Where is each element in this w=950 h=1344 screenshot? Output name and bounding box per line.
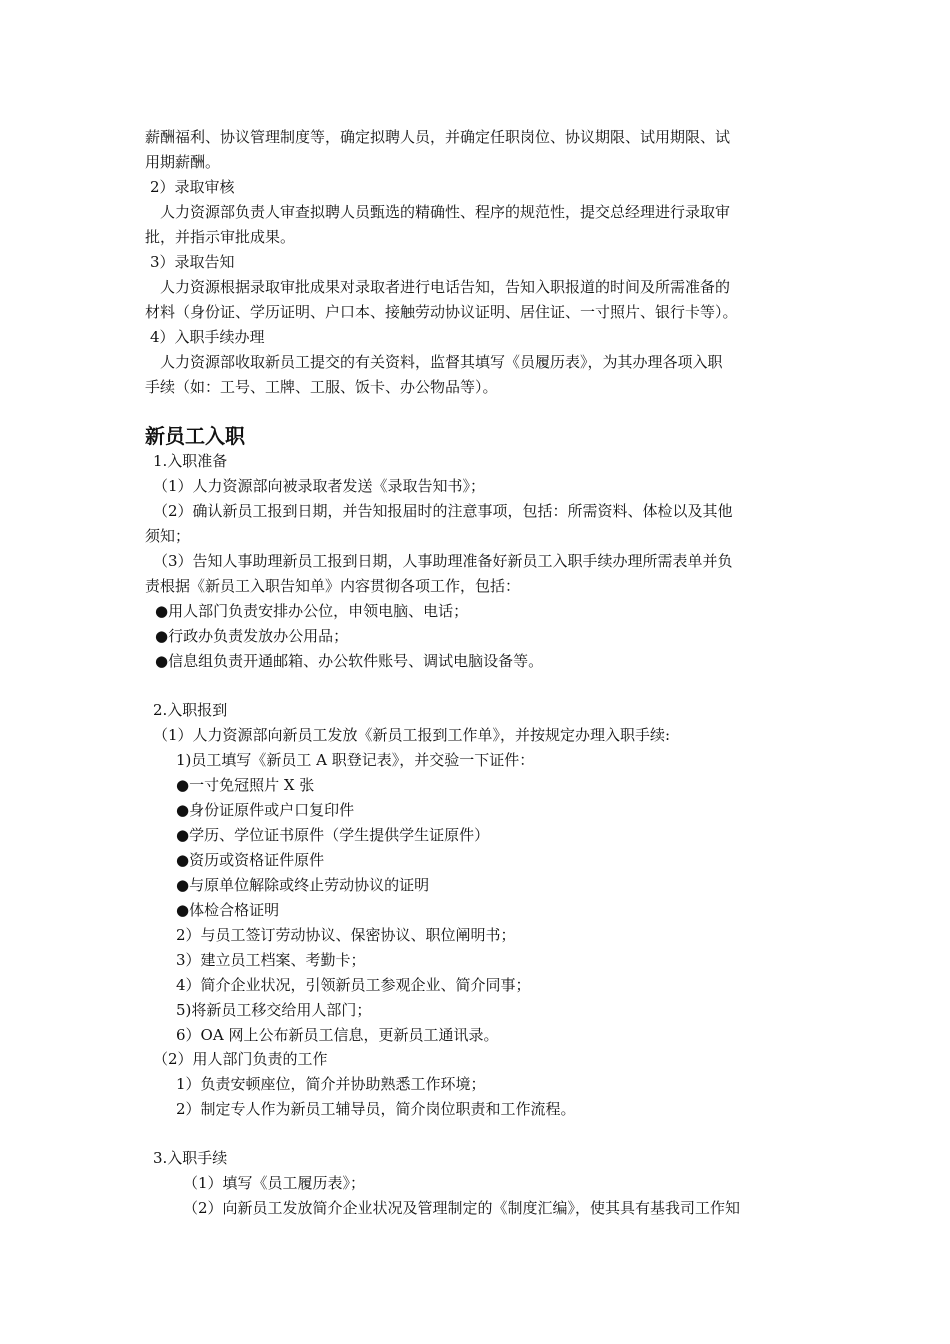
subheading: 3）录取告知 bbox=[150, 253, 235, 271]
text-line: 2）制定专人作为新员工辅导员，简介岗位职责和工作流程。 bbox=[176, 1100, 576, 1118]
text-line: 手续（如：工号、工牌、工服、饭卡、办公物品等）。 bbox=[145, 378, 498, 396]
list-item: ●体检合格证明 bbox=[176, 901, 280, 919]
text-line: （2）确认新员工报到日期，并告知报届时的注意事项，包括：所需资料、体检以及其他 bbox=[153, 502, 733, 520]
list-item: ●一寸免冠照片 X 张 bbox=[176, 776, 315, 794]
section-heading: 新员工入职 bbox=[145, 424, 245, 448]
text-line: 用期薪酬。 bbox=[145, 153, 221, 171]
text-line: 6）OA 网上公布新员工信息，更新员工通讯录。 bbox=[176, 1026, 499, 1044]
subheading: 1.入职准备 bbox=[153, 452, 228, 470]
text-line: 1）负责安顿座位，简介并协助熟悉工作环境； bbox=[176, 1075, 486, 1093]
list-item: ●身份证原件或户口复印件 bbox=[176, 801, 355, 819]
subheading: 2）录取审核 bbox=[150, 178, 235, 196]
text-line: 4）简介企业状况，引领新员工参观企业、简介同事； bbox=[176, 976, 531, 994]
text-line: 5)将新员工移交给用人部门； bbox=[176, 1001, 372, 1019]
text-line: （1）人力资源部向新员工发放《新员工报到工作单》，并按规定办理入职手续: bbox=[153, 726, 671, 744]
text-line: （2）向新员工发放简介企业状况及管理制定的《制度汇编》，使其具有基我司工作知 bbox=[183, 1199, 741, 1217]
subheading: 4）入职手续办理 bbox=[150, 328, 265, 346]
text-line: 批，并指示审批成果。 bbox=[145, 228, 296, 246]
text-line: 人力资源部收取新员工提交的有关资料，监督其填写《员履历表》，为其办理各项入职 bbox=[160, 353, 723, 371]
subheading: 3.入职手续 bbox=[153, 1149, 228, 1167]
text-line: （1）填写《员工履历表》； bbox=[183, 1174, 366, 1192]
text-line: 须知； bbox=[145, 527, 191, 545]
subheading: 2.入职报到 bbox=[153, 701, 228, 719]
text-line: 3）建立员工档案、考勤卡； bbox=[176, 951, 366, 969]
text-line: 人力资源部负责人审查拟聘人员甄选的精确性、程序的规范性，提交总经理进行录取审 bbox=[160, 203, 731, 221]
list-item: ●行政办负责发放办公用品； bbox=[155, 627, 349, 645]
text-line: （1）人力资源部向被录取者发送《录取告知书》； bbox=[153, 477, 486, 495]
list-item: ●信息组负责开通邮箱、办公软件账号、调试电脑设备等。 bbox=[155, 652, 544, 670]
text-line: 2）与员工签订劳动协议、保密协议、职位阐明书； bbox=[176, 926, 516, 944]
text-line: （2）用人部门负责的工作 bbox=[153, 1050, 328, 1068]
list-item: ●学历、学位证书原件（学生提供学生证原件） bbox=[176, 826, 490, 844]
text-line: （3）告知人事助理新员工报到日期，人事助理准备好新员工入职手续办理所需表单并负 bbox=[153, 552, 733, 570]
text-line: 人力资源根据录取审批成果对录取者进行电话告知，告知入职报道的时间及所需准备的 bbox=[160, 278, 731, 296]
text-line: 材料（身份证、学历证明、户口本、接触劳动协议证明、居住证、一寸照片、银行卡等）。 bbox=[145, 303, 738, 321]
text-line: 责根据《新员工入职告知单》内容贯彻各项工作，包括： bbox=[145, 577, 521, 595]
list-item: ●资历或资格证件原件 bbox=[176, 851, 325, 869]
list-item: ●用人部门负责安排办公位，申领电脑、电话； bbox=[155, 602, 469, 620]
list-item: ●与原单位解除或终止劳动协议的证明 bbox=[176, 876, 430, 894]
text-line: 薪酬福利、协议管理制度等，确定拟聘人员，并确定任职岗位、协议期限、试用期限、试 bbox=[145, 128, 731, 146]
text-line: 1)员工填写《新员工 A 职登记表》，并交验一下证件： bbox=[176, 751, 535, 769]
